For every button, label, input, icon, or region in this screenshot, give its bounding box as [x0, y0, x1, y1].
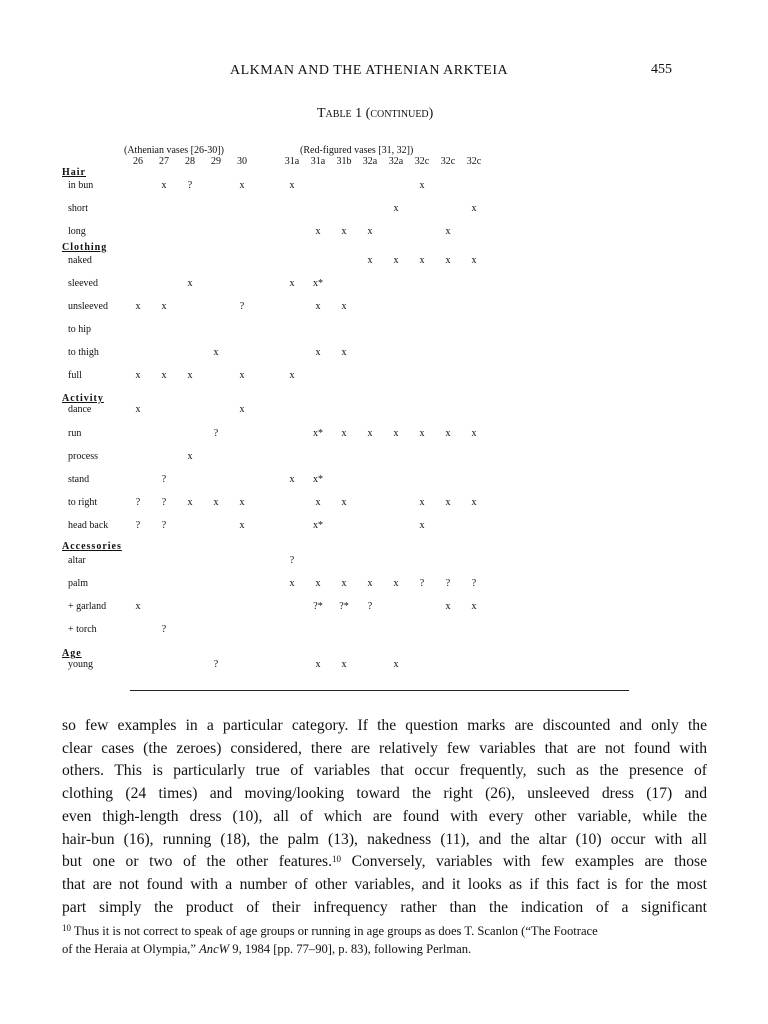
- table-cell: ?: [367, 601, 373, 612]
- footnote-number: 10: [62, 923, 71, 933]
- column-header: 31a: [284, 156, 300, 167]
- table-cell: x: [445, 226, 451, 237]
- row-label: naked: [68, 255, 92, 266]
- table-cell: x: [135, 601, 141, 612]
- table-cell: x: [161, 180, 167, 191]
- footnote-text: of the Heraia at Olympia,”: [62, 942, 200, 957]
- table-bottom-rule: [130, 690, 629, 691]
- row-label: long: [68, 226, 86, 237]
- row-label: to thigh: [68, 347, 99, 358]
- body-line: so few examples in a particular category. If the question marks are discounted and only the: [62, 717, 707, 734]
- column-header: 28: [185, 156, 195, 167]
- table-cell: x: [187, 497, 193, 508]
- row-label: dance: [68, 404, 92, 415]
- body-line: clear cases (the zeroes) considered, there are relatively few variables that are not found with: [62, 739, 707, 757]
- table-cell: x: [341, 578, 347, 589]
- table-cell: x: [289, 370, 295, 381]
- section-heading-age: Age: [62, 648, 82, 659]
- table-cell: x: [289, 278, 295, 289]
- column-header: 31a: [310, 156, 326, 167]
- body-line: part simply the product of their infrequency rather than the indication of a significant: [62, 898, 707, 916]
- table-cell: x: [471, 601, 477, 612]
- table-cell: x: [239, 497, 245, 508]
- row-label: + torch: [68, 624, 97, 635]
- row-label: stand: [68, 474, 90, 485]
- footnote-reference: 10: [332, 854, 341, 865]
- table-cell: ?*: [313, 601, 323, 612]
- table-cell: ?: [445, 578, 451, 589]
- running-head: ALKMAN AND THE ATHENIAN ARKTEIA: [230, 63, 509, 78]
- column-header: 32a: [362, 156, 378, 167]
- body-line: that are not found with a number of other variables, and it looks as if this fact is for the most: [62, 875, 707, 893]
- column-header: 27: [159, 156, 169, 167]
- body-line-part: but one or two of the other features.: [62, 853, 332, 871]
- table-cell: x: [187, 370, 193, 381]
- table-cell: x: [315, 226, 321, 237]
- table-cell: x: [239, 404, 245, 415]
- body-line: even thigh-length dress (10), all of which are found with every other variable, while the: [62, 807, 707, 825]
- table-cell: x: [161, 301, 167, 312]
- table-cell: x: [315, 578, 321, 589]
- table-cell: x: [187, 451, 193, 462]
- footnote: [62, 922, 707, 959]
- column-header: 32c: [414, 156, 430, 167]
- row-label: to right: [68, 497, 98, 508]
- table-cell: x: [341, 497, 347, 508]
- table-cell: x: [471, 203, 477, 214]
- table-cell: x: [187, 278, 193, 289]
- table-cell: x*: [313, 428, 323, 439]
- table-cell: x: [289, 180, 295, 191]
- table-cell: x: [341, 301, 347, 312]
- row-label: process: [68, 451, 98, 462]
- body-paragraph: [62, 715, 707, 919]
- table-cell: ?: [471, 578, 477, 589]
- column-header: 32c: [466, 156, 482, 167]
- row-label: to hip: [68, 324, 92, 335]
- column-header: 26: [133, 156, 143, 167]
- row-label: short: [68, 203, 88, 214]
- table-cell: ?: [187, 180, 193, 191]
- body-line-with-note: [62, 851, 707, 874]
- table-cell: x: [135, 301, 141, 312]
- table-cell: x: [341, 347, 347, 358]
- table-cell: x: [213, 497, 219, 508]
- table-cell: x: [419, 520, 425, 531]
- row-label: run: [68, 428, 82, 439]
- group-header-red-figured: (Red-figured vases [31, 32]): [300, 145, 414, 156]
- table-cell: x: [367, 428, 373, 439]
- table-cell: ?: [419, 578, 425, 589]
- table-cell: x: [213, 347, 219, 358]
- footnote-text: Thus it is not correct to speak of age groups or running in age groups as does T. Scanlon (“The Footrace: [71, 924, 598, 938]
- row-label: sleeved: [68, 278, 98, 289]
- group-header-athenian: (Athenian vases [26-30]): [124, 145, 224, 156]
- column-header: 29: [211, 156, 221, 167]
- table-cell: x: [367, 226, 373, 237]
- table-cell: x: [315, 659, 321, 670]
- table-cell: x: [239, 520, 245, 531]
- table-cell: x: [471, 255, 477, 266]
- table-cell: x: [445, 601, 451, 612]
- table-cell: x: [393, 578, 399, 589]
- table-cell: x*: [313, 278, 323, 289]
- table-cell: x: [341, 226, 347, 237]
- section-heading-activity: Activity: [62, 393, 104, 404]
- table-cell: x*: [313, 474, 323, 485]
- section-heading-accessories: Accessories: [62, 541, 122, 552]
- row-label: palm: [68, 578, 88, 589]
- table-cell: x: [135, 370, 141, 381]
- column-header: 31b: [336, 156, 352, 167]
- table-cell: x: [419, 180, 425, 191]
- body-line: hair-bun (16), running (18), the palm (13), nakedness (11), and the altar (10) occur with all: [62, 830, 707, 848]
- row-label: in bun: [68, 180, 94, 191]
- column-header: 32c: [440, 156, 456, 167]
- table-cell: x: [341, 659, 347, 670]
- table-cell: x: [419, 497, 425, 508]
- section-heading-hair: Hair: [62, 167, 86, 178]
- table-cell: x: [341, 428, 347, 439]
- row-label: altar: [68, 555, 86, 566]
- table-cell: ?: [213, 659, 219, 670]
- footnote-line: [62, 922, 707, 940]
- table-cell: ?: [161, 520, 167, 531]
- table-cell: x: [315, 497, 321, 508]
- table-cell: x: [367, 578, 373, 589]
- table-cell: ?: [289, 555, 295, 566]
- column-header: 30: [237, 156, 247, 167]
- footnote-text: 9, 1984 [pp. 77–90], p. 83), following Perlman.: [229, 942, 472, 957]
- row-label: young: [68, 659, 93, 670]
- row-label: + garland: [68, 601, 107, 612]
- row-label: full: [68, 370, 82, 381]
- table-cell: x: [471, 497, 477, 508]
- table-cell: ?: [135, 520, 141, 531]
- table-cell: ?: [161, 474, 167, 485]
- table-cell: x: [289, 474, 295, 485]
- table-cell: x: [367, 255, 373, 266]
- row-label: unsleeved: [68, 301, 108, 312]
- table-cell: ?: [213, 428, 219, 439]
- table-cell: x: [161, 370, 167, 381]
- journal-abbrev: AncW: [199, 942, 230, 957]
- body-line-part: Conversely, variables with few examples are those: [351, 853, 707, 871]
- table-cell: x: [419, 428, 425, 439]
- table-cell: x: [289, 578, 295, 589]
- footnote-line: [62, 940, 707, 958]
- table-cell: x: [393, 203, 399, 214]
- table-cell: x: [315, 301, 321, 312]
- table-cell: x: [471, 428, 477, 439]
- column-header: 32a: [388, 156, 404, 167]
- table-cell: x: [315, 347, 321, 358]
- section-heading-clothing: Clothing: [62, 242, 108, 253]
- table-cell: ?: [161, 624, 167, 635]
- table-cell: x: [419, 255, 425, 266]
- table-cell: x: [445, 255, 451, 266]
- table-cell: x: [393, 659, 399, 670]
- table-cell: x: [239, 370, 245, 381]
- table-cell: ?: [239, 301, 245, 312]
- table-cell: x: [239, 180, 245, 191]
- table-cell: ?*: [339, 601, 349, 612]
- table-cell: x: [393, 428, 399, 439]
- table-cell: ?: [135, 497, 141, 508]
- row-label: head back: [68, 520, 109, 531]
- table-cell: x: [445, 497, 451, 508]
- table-cell: x*: [313, 520, 323, 531]
- body-line: clothing (24 times) and moving/looking toward the right (26), unsleeved dress (17) and: [62, 785, 707, 803]
- table-cell: x: [135, 404, 141, 415]
- table-cell: ?: [161, 497, 167, 508]
- table-title: Table 1 (continued): [317, 106, 434, 121]
- body-line: others. This is particularly true of variables that occur frequently, such as the presence of: [62, 762, 707, 780]
- page-number: 455: [651, 62, 672, 77]
- table-cell: x: [445, 428, 451, 439]
- table-cell: x: [393, 255, 399, 266]
